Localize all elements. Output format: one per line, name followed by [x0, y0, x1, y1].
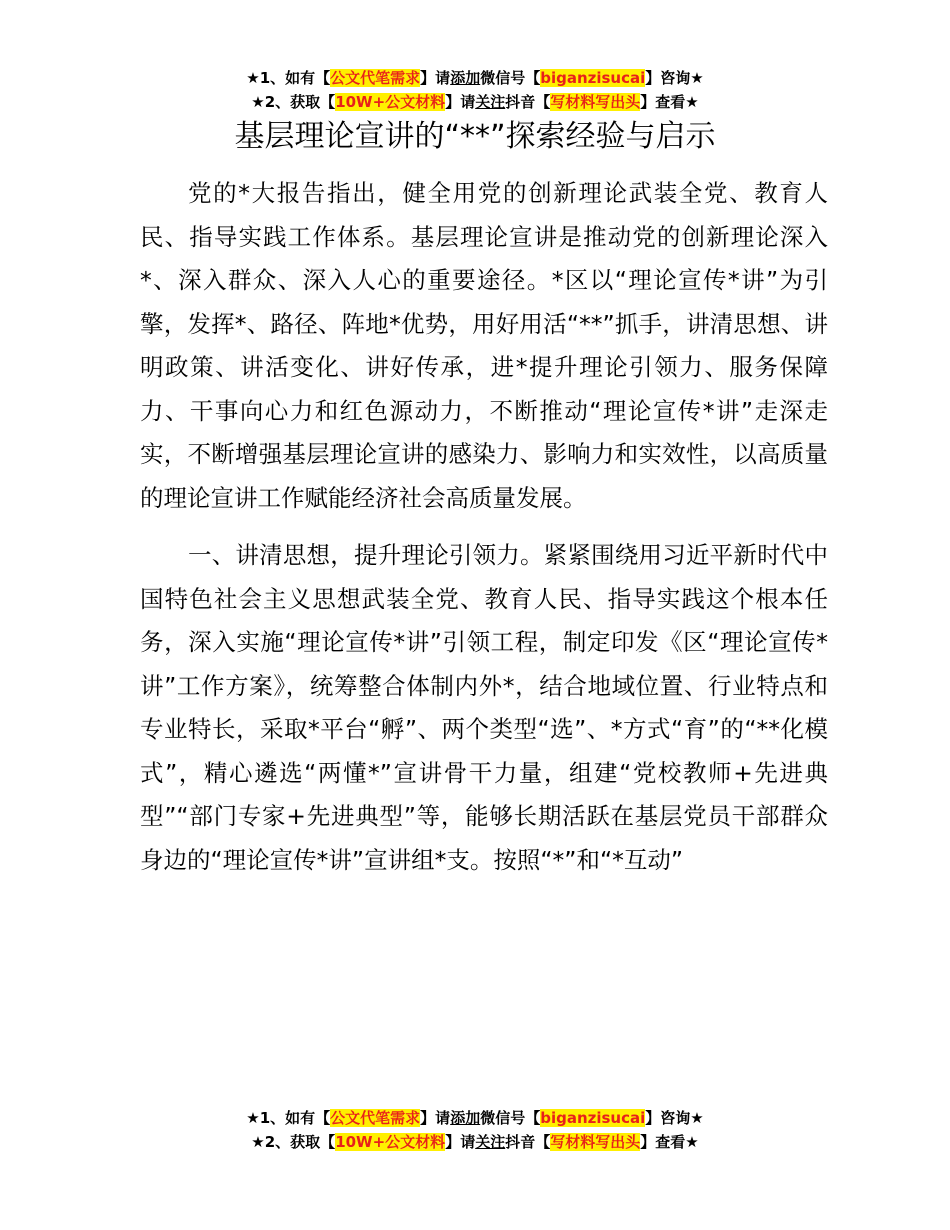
promo-text: 】请	[445, 1133, 476, 1151]
document-title: 基层理论宣讲的“**”探索经验与启示	[234, 119, 716, 154]
promo-text: 抖音【	[505, 1133, 551, 1151]
promo-highlight: 公文代笔需求	[330, 1109, 421, 1127]
promo-highlight: biganzisucai	[540, 69, 646, 87]
promo-text: ★1、如有【	[246, 1109, 331, 1127]
promo-text: 】请	[420, 1109, 451, 1127]
body-paragraph: 一、讲清思想，提升理论引领力。紧紧围绕用习近平新时代中国特色社会主义思想武装全党、教育人民、指导实践这个根本任务，深入实施“理论宣传*讲”引领工程，制定印发《区“理论宣传*讲”工作方案》，统筹整合体制内外*，结合地域位置、行业特点和专业特长，采取*平台“孵”、两个类型“选”、*方式“育”的“**化模式”，精心遴选“两懂*”宣讲骨干力量，组建“党校教师+先进典型”“部门专家+先进典型”等，能够长期活跃在基层党员干部群众身边的“理论宣传*讲”宣讲组*支。按照“*”和“*互动”	[140, 541, 828, 874]
promo-highlight: 公文代笔需求	[330, 69, 421, 87]
promo-underlined: 关注	[475, 1133, 506, 1151]
promo-banner-top	[0, 66, 950, 114]
body-paragraph: 党的*大报告指出，健全用党的创新理论武装全党、教育人民、指导实践工作体系。基层理论宣讲是推动党的创新理论深入*、深入群众、深入人心的重要途径。*区以“理论宣传*讲”为引擎，发挥*、路径、阵地*优势，用好用活“**”抓手，讲清思想、讲明政策、讲活变化、讲好传承，进*提升理论引领力、服务保障力、干事向心力和红色源动力，不断推动“理论宣传*讲”走深走实，不断增强基层理论宣讲的感染力、影响力和实效性，以高质量的理论宣讲工作赋能经济社会高质量发展。	[140, 179, 828, 512]
promo-highlight: 写材料写出头	[550, 93, 641, 111]
promo-highlight: 10W+公文材料	[335, 1133, 446, 1151]
promo-text: 】咨询★	[645, 1109, 704, 1127]
promo-line-1	[0, 66, 950, 90]
promo-text: ★2、获取【	[251, 93, 336, 111]
promo-line-2	[0, 90, 950, 114]
promo-text: 抖音【	[505, 93, 551, 111]
promo-underlined: 关注	[475, 93, 506, 111]
document-body	[140, 172, 828, 896]
promo-highlight: 写材料写出头	[550, 1133, 641, 1151]
promo-text: 】请	[420, 69, 451, 87]
promo-text: 微信号【	[480, 69, 541, 87]
promo-text: 】查看★	[640, 1133, 699, 1151]
promo-banner-bottom	[0, 1106, 950, 1154]
promo-text: ★1、如有【	[246, 69, 331, 87]
promo-underlined: 添加	[450, 1109, 481, 1127]
promo-text: 微信号【	[480, 1109, 541, 1127]
promo-text: ★2、获取【	[251, 1133, 336, 1151]
promo-highlight: biganzisucai	[540, 1109, 646, 1127]
promo-text: 】请	[445, 93, 476, 111]
promo-text: 】查看★	[640, 93, 699, 111]
promo-line-2	[0, 1130, 950, 1154]
promo-line-1	[0, 1106, 950, 1130]
promo-highlight: 10W+公文材料	[335, 93, 446, 111]
promo-underlined: 添加	[450, 69, 481, 87]
promo-text: 】咨询★	[645, 69, 704, 87]
